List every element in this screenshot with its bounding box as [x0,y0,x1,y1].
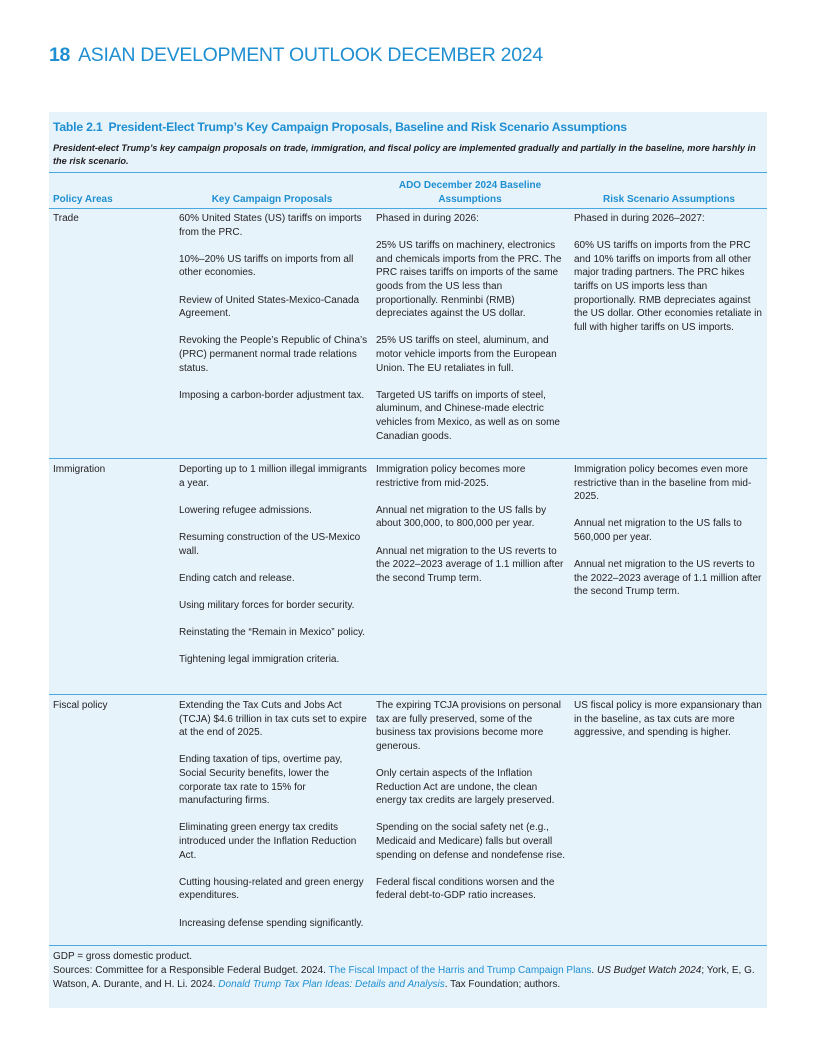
list-item: Only certain aspects of the Inflation Reduction Act are undone, the clean energy tax credits are largely preserved. [376,767,555,807]
table-title-text: President-Elect Trump’s Key Campaign Proposals, Baseline and Risk Scenario Assumptions [108,120,627,134]
list-item: 60% US tariffs on imports from the PRC and 10% tariffs on imports from all other major trading partners. The PRC hikes tariffs on US imports less than proportionally. RMB depreciates against the US dollar. Other economies retaliate in full with higher tariffs on US imports. [574,240,762,333]
list-item: US fiscal policy is more expansionary than in the baseline, as tax cuts are more aggressive, and spending is higher. [574,700,762,739]
header-top-rule [49,172,767,173]
list-item: Cutting housing-related and green energy expenditures. [179,876,364,902]
list-item: Deporting up to 1 million illegal immigrants a year. [179,464,367,489]
list-item: 25% US tariffs on steel, aluminum, and motor vehicle imports from the European Union. The EU retaliates in full. [376,335,557,374]
table-notes [53,950,765,991]
page-number: 18 [49,44,71,66]
list-item: Ending catch and release. [179,572,295,584]
list-item: Ending taxation of tips, overtime pay, Social Security benefits, lower the corporate tax rate to 15% for manufacturing firms. [179,754,343,807]
table-bottom-rule [49,945,767,946]
list-item: The expiring TCJA provisions on personal tax are fully preserved, some of the business tax provisions become more generous. [376,700,561,752]
header-bottom-rule [49,208,767,209]
list-item: Eliminating green energy tax credits introduced under the Inflation Reduction Act. [179,822,357,861]
row-trade-proposals [179,212,369,402]
list-item: Extending the Tax Cuts and Jobs Act (TCJA) $4.6 trillion in tax cuts set to expire at the end of 2025. [179,700,367,739]
row-immigration-proposals [179,463,369,667]
sources-middle: ; York, E, G. Watson, A. Durante, and H. Li. 2024. [53,964,755,990]
list-item: Annual net migration to the US falls by about 300,000, to 800,000 per year. [376,504,547,530]
row-fiscal-area: Fiscal policy [53,700,108,711]
table-title [53,120,627,134]
source-link-harris-trump[interactable]: The Fiscal Impact of the Harris and Trump Campaign Plans [328,964,592,976]
row-divider [49,694,767,695]
col-header-baseline-line1: ADO December 2024 Baseline [398,180,542,191]
list-item: Increasing defense spending significantly. [179,917,364,929]
list-item: Lowering refugee admissions. [179,504,312,516]
sources-note [53,964,765,992]
row-immigration-area: Immigration [53,464,106,475]
row-trade-risk [574,212,762,334]
row-immigration-baseline [376,463,566,585]
list-item: Tightening legal immigration criteria. [179,654,340,666]
col-header-risk: Risk Scenario Assumptions [603,194,735,205]
list-item: Immigration policy becomes more restrictive from mid-2025. [376,464,526,489]
list-item: 60% United States (US) tariffs on imports from the PRC. [179,213,362,238]
table-subtitle: President-elect Trump’s key campaign proposals on trade, immigration, and fiscal policy are implemented gradually and partially in the baseline, more harshly in the risk scenario. [53,143,756,166]
col-header-policy: Policy Areas [53,194,113,205]
list-item: Phased in during 2026: [376,213,479,224]
col-header-baseline-line2: Assumptions [438,193,502,205]
abbreviations-note: GDP = gross domestic product. [53,951,193,962]
row-fiscal-baseline [376,699,566,903]
list-item: Spending on the social safety net (e.g., Medicaid and Medicare) falls but overall spending on defense and nondefense rise. [376,822,566,861]
publication-title: ASIAN DEVELOPMENT OUTLOOK DECEMBER 2024 [78,44,543,66]
row-divider [49,458,767,459]
list-item: Targeted US tariffs on imports of steel, aluminum, and Chinese-made electric vehicles from Mexico, as well as on some Canadian goods. [376,389,560,442]
col-header-proposals: Key Campaign Proposals [211,194,333,205]
page-header [49,44,543,67]
list-item: Phased in during 2026–2027: [574,213,705,224]
list-item: Imposing a carbon-border adjustment tax. [179,389,365,401]
row-trade-area: Trade [53,213,79,224]
list-item: Review of United States-Mexico-Canada Agreement. [179,294,360,320]
table-box [49,112,767,1008]
list-item: Reinstating the “Remain in Mexico” policy. [179,627,366,639]
list-item: Using military forces for border security. [179,599,355,611]
row-trade-baseline [376,212,566,443]
list-item: Revoking the People’s Republic of China’s (PRC) permanent normal trade relations status. [179,335,368,374]
list-item: Immigration policy becomes even more restrictive than in the baseline from mid-2025. [574,464,752,503]
source-title-budget-watch: US Budget Watch 2024 [596,964,702,976]
row-fiscal-proposals [179,699,371,930]
list-item: 25% US tariffs on machinery, electronics and chemicals imports from the PRC. The PRC raises tariffs on imports of the same goods from the US less than proportionally. Renminbi (RMB) depreciates against the US dollar. [376,240,562,320]
table-label: Table 2.1 [53,120,103,134]
list-item: Resuming construction of the US-Mexico wall. [179,531,361,557]
list-item: 10%–20% US tariffs on imports from all other economies. [179,253,354,279]
list-item: Annual net migration to the US falls to 560,000 per year. [574,518,742,543]
list-item: Annual net migration to the US reverts to the 2022–2023 average of 1.1 million after the second Trump term. [574,559,762,598]
source-link-tax-plan[interactable]: Donald Trump Tax Plan Ideas: Details and Analysis [218,978,445,990]
sources-separator: . [591,964,597,976]
list-item: Federal fiscal conditions worsen and the federal debt-to-GDP ratio increases. [376,876,555,902]
sources-prefix: Sources: Committee for a Responsible Federal Budget. 2024. [53,964,329,976]
row-immigration-risk [574,463,762,599]
row-fiscal-risk [574,699,762,740]
list-item: Annual net migration to the US reverts to the 2022–2023 average of 1.1 million after the second Trump term. [376,545,564,584]
col-header-baseline [374,179,566,206]
sources-suffix: . Tax Foundation; authors. [444,978,561,990]
